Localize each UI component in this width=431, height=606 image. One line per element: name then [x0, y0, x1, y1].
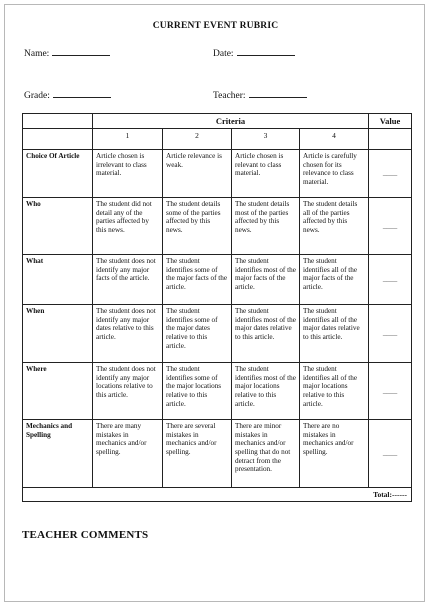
- value-cell[interactable]: ____: [369, 150, 412, 198]
- criterion-cell: The student identifies most of the major locations relative to this article.: [232, 363, 300, 420]
- criterion-cell: Article is carefully chosen for its relevance to class material.: [300, 150, 369, 198]
- header-row: [23, 114, 412, 129]
- table-row: [23, 363, 412, 420]
- score-header: 4: [300, 129, 369, 150]
- date-label: Date:: [213, 49, 234, 59]
- date-field: [213, 46, 295, 59]
- row-label: Where: [23, 363, 93, 420]
- criterion-cell: There are many mistakes in mechanics and/or spelling.: [93, 420, 163, 488]
- criterion-cell: The student identifies some of the major dates relative to this article.: [163, 305, 232, 363]
- total-row: [23, 488, 412, 502]
- criterion-cell: The student identifies most of the major facts of the article.: [232, 255, 300, 305]
- rubric-table: [22, 113, 412, 502]
- name-field: [24, 46, 110, 59]
- criterion-cell: There are no mistakes in mechanics and/or spelling.: [300, 420, 369, 488]
- value-cell[interactable]: ____: [369, 363, 412, 420]
- criterion-cell: The student identifies all of the major locations relative to this article.: [300, 363, 369, 420]
- grade-blank[interactable]: [53, 88, 111, 98]
- value-cell[interactable]: ____: [369, 198, 412, 255]
- table-row: [23, 255, 412, 305]
- value-cell[interactable]: ____: [369, 305, 412, 363]
- header-corner: [23, 114, 93, 129]
- teacher-blank[interactable]: [249, 88, 307, 98]
- criterion-cell: The student identifies some of the major locations relative to this article.: [163, 363, 232, 420]
- row-label: Mechanics and Spelling: [23, 420, 93, 488]
- total-label[interactable]: Total:------: [23, 488, 412, 502]
- criterion-cell: The student details all of the parties affected by this news.: [300, 198, 369, 255]
- criterion-cell: The student identifies some of the major facts of the article.: [163, 255, 232, 305]
- criterion-cell: The student identifies all of the major facts of the article.: [300, 255, 369, 305]
- table-row: [23, 420, 412, 488]
- teacher-comments-heading: TEACHER COMMENTS: [22, 529, 149, 541]
- score-header-value: [369, 129, 412, 150]
- criterion-cell: Article relevance is weak.: [163, 150, 232, 198]
- table-row: [23, 198, 412, 255]
- criterion-cell: There are several mistakes in mechanics and/or spelling.: [163, 420, 232, 488]
- score-header-corner: [23, 129, 93, 150]
- criterion-cell: The student identifies all of the major dates relative to this article.: [300, 305, 369, 363]
- criteria-header: Criteria: [93, 114, 369, 129]
- table-row: [23, 305, 412, 363]
- row-label: What: [23, 255, 93, 305]
- page-title: CURRENT EVENT RUBRIC: [152, 21, 279, 31]
- criterion-cell: The student did not detail any of the parties affected by this news.: [93, 198, 163, 255]
- date-blank[interactable]: [237, 46, 295, 56]
- criterion-cell: The student details most of the parties affected by this news.: [232, 198, 300, 255]
- criterion-cell: There are minor mistakes in mechanics and/or spelling that do not detract from the presentation.: [232, 420, 300, 488]
- score-header: 3: [232, 129, 300, 150]
- score-header: 1: [93, 129, 163, 150]
- value-cell[interactable]: ____: [369, 420, 412, 488]
- row-label: When: [23, 305, 93, 363]
- row-label: Choice Of Article: [23, 150, 93, 198]
- criterion-cell: The student does not identify any major locations relative to this article.: [93, 363, 163, 420]
- name-label: Name:: [24, 49, 50, 59]
- criterion-cell: The student does not identify any major dates relative to this article.: [93, 305, 163, 363]
- row-label: Who: [23, 198, 93, 255]
- value-cell[interactable]: ____: [369, 255, 412, 305]
- criterion-cell: The student identifies most of the major dates relative to this article.: [232, 305, 300, 363]
- table-row: [23, 150, 412, 198]
- grade-label: Grade:: [24, 91, 50, 101]
- value-header: Value: [369, 114, 412, 129]
- name-blank[interactable]: [52, 46, 110, 56]
- teacher-field: [213, 88, 307, 101]
- teacher-label: Teacher:: [213, 91, 246, 101]
- score-header-row: [23, 129, 412, 150]
- score-header: 2: [163, 129, 232, 150]
- criterion-cell: The student details some of the parties affected by this news.: [163, 198, 232, 255]
- criterion-cell: The student does not identify any major facts of the article.: [93, 255, 163, 305]
- criterion-cell: Article chosen is relevant to class material.: [232, 150, 300, 198]
- criterion-cell: Article chosen is irrelevant to class material.: [93, 150, 163, 198]
- grade-field: [24, 88, 111, 101]
